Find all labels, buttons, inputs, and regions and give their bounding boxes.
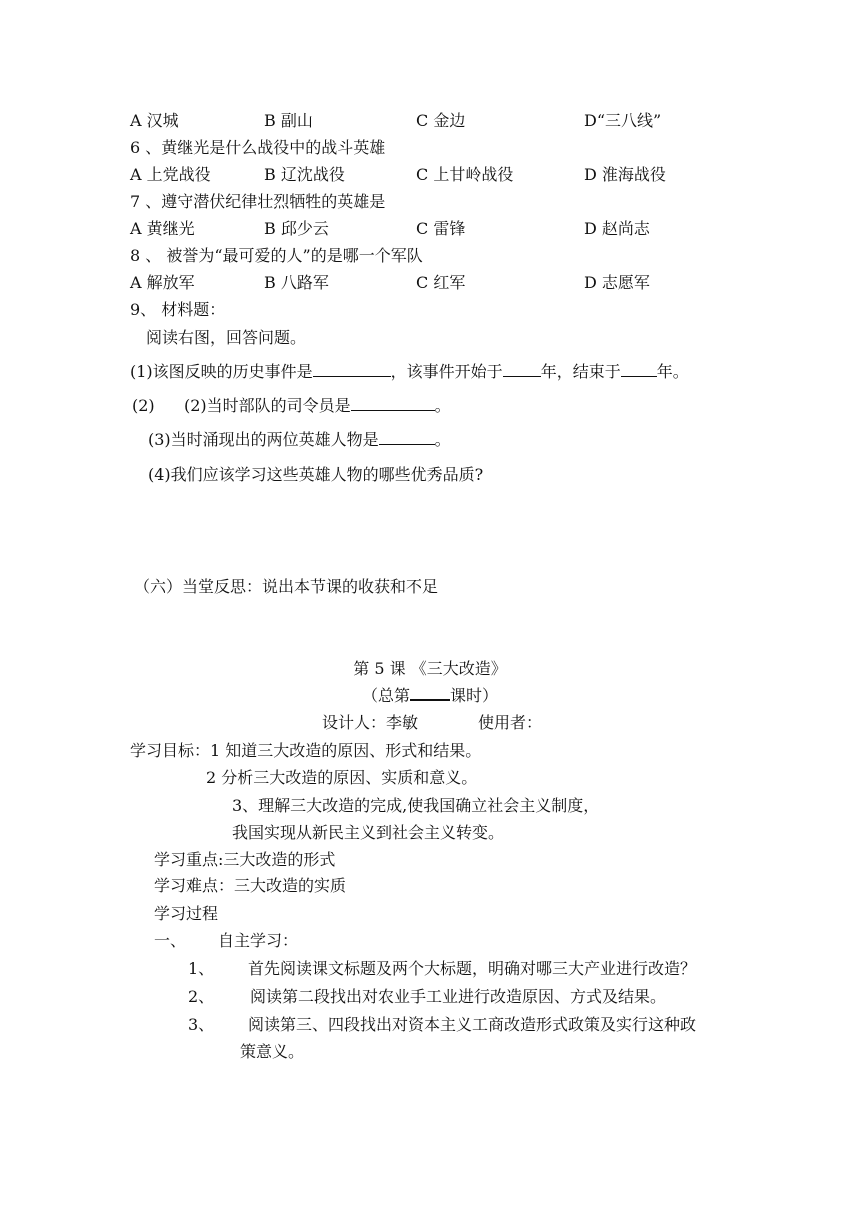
step-3-continuation: 策意义。 [240,1042,305,1061]
lesson-period-text-a: （总第 [361,686,410,705]
reflection-line: （六）当堂反思：说出本节课的收获和不足 [134,577,439,596]
q9-sub2-blank[interactable] [351,396,435,411]
q9-sub3 [148,430,451,450]
step-2-number: 2、 [188,987,215,1006]
q9-sub2-number: (2) [132,396,155,415]
learning-goal-3-line-1: 3、理解三大改造的完成,使我国确立社会主义制度， [232,796,600,815]
q9-heading: 9、 材料题： [130,300,226,319]
lesson-designer: 设计人：李敏 [322,713,419,732]
q6-question: 6 、黄继光是什么战役中的战斗英雄 [130,138,386,157]
q9-sub1-text-b: ，该事件开始于 [390,362,503,381]
step-3-number: 3、 [188,1015,215,1034]
step-2-text: 阅读第二段找出对农业手工业进行改造原因、方式及结果。 [250,987,667,1006]
q6-option-a: A 上党战役 [130,165,211,184]
q7-option-b: B 邱少云 [264,219,329,238]
lesson-title: 第 5 课 《三大改造》 [353,659,507,678]
q9-sub1-text-d: 年。 [656,362,689,381]
q9-sub1-text-a: (1)该图反映的历史事件是 [130,362,313,381]
q9-sub1 [130,362,689,382]
step-1-text: 首先阅读课文标题及两个大标题，明确对哪三大产业进行改造？ [248,959,697,978]
learning-goal-3-line-2: 我国实现从新民主义到社会主义转变。 [232,823,505,842]
q9-sub1-text-c: 年，结束于 [540,362,621,381]
q8-question: 8 、 被誉为“最可爱的人”的是哪一个军队 [130,246,423,265]
q9-intro: 阅读右图，回答问题。 [146,328,307,347]
learning-goal-1: 学习目标：1 知道三大改造的原因、形式和结果。 [130,741,482,760]
q9-sub3-text-b: 。 [434,430,451,449]
self-study-heading: 自主学习： [218,931,299,950]
q9-sub2-text-b: 。 [434,396,451,415]
q5-option-a: A 汉城 [130,111,179,130]
q9-sub1-blank-1[interactable] [313,362,391,377]
step-3-text: 阅读第三、四段找出对资本主义工商改造形式政策及实行这种政 [248,1015,697,1034]
step-1-number: 1、 [188,959,215,978]
q8-option-d: D 志愿军 [584,273,650,292]
difficulty: 学习难点：三大改造的实质 [154,876,347,895]
q8-option-c: C 红军 [416,273,466,292]
q8-option-b: B 八路军 [264,273,329,292]
learning-process: 学习过程 [154,904,219,923]
q7-question: 7 、遵守潜伏纪律壮烈牺牲的英雄是 [130,192,386,211]
q6-option-d: D 淮海战役 [584,165,666,184]
q9-sub1-blank-3[interactable] [621,362,657,377]
q5-option-c: C 金边 [416,111,466,130]
q7-option-a: A 黄继光 [130,219,195,238]
self-study-number: 一、 [154,931,187,950]
lesson-period-blank[interactable] [410,685,450,701]
q5-option-b: B 副山 [264,111,313,130]
q9-sub4: (4)我们应该学习这些英雄人物的哪些优秀品质? [148,465,484,484]
q9-sub2-text-a: (2)当时部队的司令员是 [184,396,351,415]
q7-option-c: C 雷锋 [416,219,466,238]
key-point: 学习重点:三大改造的形式 [154,850,336,869]
q9-sub3-blank[interactable] [379,430,435,445]
q7-option-d: D 赵尚志 [584,219,650,238]
q6-option-c: C 上甘岭战役 [416,165,514,184]
q9-sub3-text-a: (3)当时涌现出的两位英雄人物是 [148,430,379,449]
lesson-user: 使用者： [478,713,543,732]
q8-option-a: A 解放军 [130,273,195,292]
q5-option-d: D“三八线” [584,111,662,130]
lesson-period [0,685,860,706]
q9-sub2 [184,396,451,416]
q6-option-b: B 辽沈战役 [264,165,345,184]
q9-sub1-blank-2[interactable] [503,362,541,377]
learning-goal-2: 2 分析三大改造的原因、实质和意义。 [206,768,478,787]
lesson-period-text-b: 课时） [450,686,499,705]
